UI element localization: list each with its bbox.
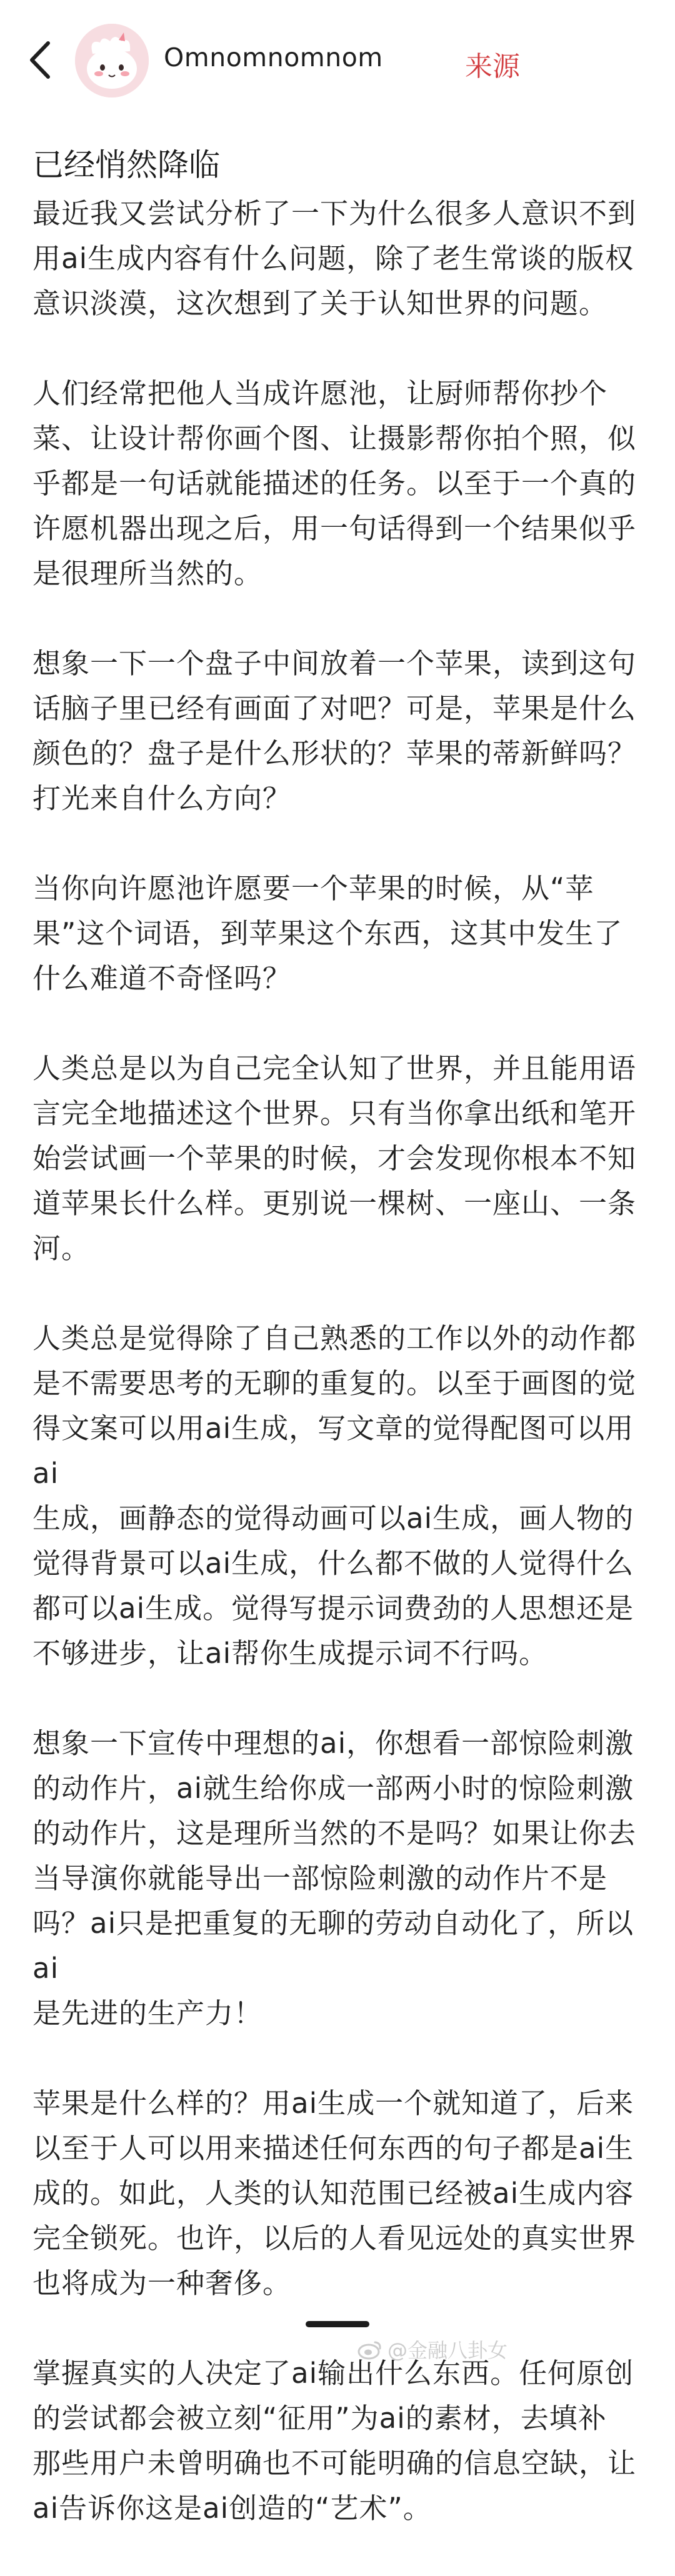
username[interactable]: Omnomnomnom xyxy=(164,42,383,72)
paragraph: 最近我又尝试分析了一下为什么很多人意识不到 用ai生成内容有什么问题，除了老生常谈的版权 意识淡漠，这次想到了关于认知世界的问题。 xyxy=(32,197,637,320)
paragraph: 想象一下一个盘子中间放着一个苹果，读到这句 话脑子里已经有画面了对吧？可是，苹果是什么 颜色的？盘子是什么形状的？苹果的蒂新鲜吗？ 打光来自什么方向？ xyxy=(32,647,637,815)
watermark-text: @金融八卦女 xyxy=(388,2339,508,2362)
back-button[interactable] xyxy=(18,36,61,84)
post-content xyxy=(32,124,651,2576)
paragraph: 当你向许愿池许愿要一个苹果的时候，从“苹 果”这个词语，到苹果这个东西，这其中发生了 什么难道不奇怪吗？ xyxy=(32,872,623,995)
paragraph: 人类总是觉得除了自己熟悉的工作以外的动作都 是不需要思考的无聊的重复的。以至于画图的觉 得文案可以用ai生成，写文章的觉得配图可以用ai 生成，画静态的觉得动画可以ai生成，画人物的 觉得背景可以ai生成，什么都不做的人觉得什么 都可以ai生成。觉得写提示词费劲的人思想还是 不够进步，让ai帮你生成提示词不行吗。 xyxy=(32,1322,637,1670)
weibo-logo-icon xyxy=(358,2339,382,2360)
paragraph: 掌握真实的人决定了ai输出什么东西。任何原创 的尝试都会被立刻“征用”为ai的素材，去填补 那些用户未曾明确也不可能明确的信息空缺，让 ai告诉你这是ai创造的“艺术”。 xyxy=(32,2357,637,2525)
post-title: 已经悄然降临 xyxy=(32,147,220,183)
avatar[interactable] xyxy=(75,24,149,97)
paragraph: 想象一下宣传中理想的ai，你想看一部惊险刺激 的动作片，ai就生给你成一部两小时的惊险刺激 的动作片，这是理所当然的不是吗？如果让你去 当导演你就能导出一部惊险刺激的动作片不是 吗？ai只是把重复的无聊的劳动自动化了，所以ai 是先进的生产力！ xyxy=(32,1727,637,2030)
paragraph: 人类总是以为自己完全认知了世界，并且能用语 言完全地描述这个世界。只有当你拿出纸和笔开 始尝试画一个苹果的时候，才会发现你根本不知 道苹果长什么样。更别说一棵树、一座山、一条 河。 xyxy=(32,1052,637,1265)
watermark xyxy=(358,2335,508,2364)
home-indicator[interactable] xyxy=(306,2321,369,2327)
chevron-left-icon xyxy=(27,41,52,79)
paragraph: 人们经常把他人当成许愿池，让厨师帮你抄个 菜、让设计帮你画个图、让摄影帮你拍个照，似 乎都是一句话就能描述的任务。以至于一个真的 许愿机器出现之后，用一句话得到一个结果似乎 是很理所当然的。 xyxy=(32,377,637,590)
avatar-character-icon xyxy=(75,24,149,97)
paragraph: 苹果是什么样的？用ai生成一个就知道了，后来 以至于人可以用来描述任何东西的句子都是ai生 成的。如此，人类的认知范围已经被ai生成内容 完全锁死。也许，以后的人看见远处的真实世界 也将成为一种奢侈。 xyxy=(32,2087,637,2300)
top-bar xyxy=(0,0,675,125)
source-link[interactable]: 来源 xyxy=(465,51,520,82)
